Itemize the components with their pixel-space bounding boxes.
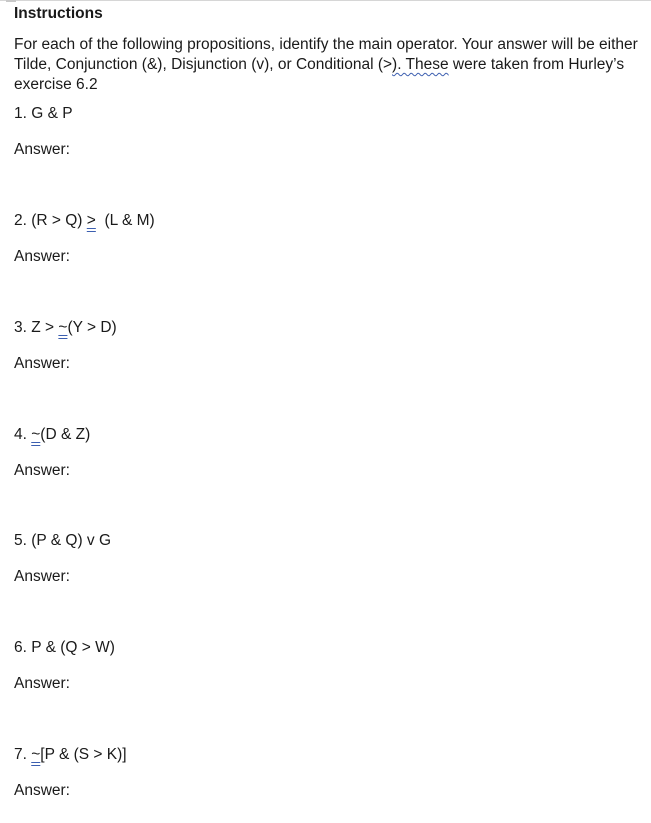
question-6	[14, 638, 634, 692]
answer-label: Answer:	[14, 782, 70, 799]
question-1	[14, 104, 634, 158]
instructions-text-3: were taken from Hurley’s exercise 6.2	[14, 56, 625, 93]
answer-label: Answer:	[14, 675, 70, 692]
question-text	[14, 745, 634, 765]
question-text-mark: ~	[58, 319, 68, 336]
question-text-post: (Y > D)	[67, 319, 117, 336]
question-text	[14, 531, 634, 551]
question-text-post: (D & Z)	[40, 426, 91, 443]
page-top-border	[0, 0, 651, 1]
question-text-pre: 4.	[14, 426, 32, 443]
instructions-paragraph	[14, 35, 639, 95]
question-4	[14, 425, 634, 479]
question-text-pre: 6. P & (Q > W)	[14, 639, 115, 656]
question-text-pre: 1. G & P	[14, 105, 73, 122]
question-text	[14, 104, 634, 124]
question-text	[14, 318, 634, 338]
question-text-mark: >	[86, 212, 96, 229]
question-text-post: (L & M)	[95, 212, 155, 229]
question-text-pre: 3. Z >	[14, 319, 59, 336]
question-text-mark: ~	[31, 426, 41, 443]
corner-mark	[6, 0, 16, 2]
question-5	[14, 531, 634, 585]
instructions-text-1: For each of the following propositions, identify the main operator. Your answer will be either Tilde, Conjunction (&), Disjunction (v), or Conditional (>	[14, 36, 638, 73]
answer-label: Answer:	[14, 141, 70, 158]
question-3	[14, 318, 634, 372]
question-text-pre: 7.	[14, 746, 32, 763]
question-text-pre: 2. (R > Q)	[14, 212, 87, 229]
question-text-post: [P & (S > K)]	[40, 746, 127, 763]
instructions-text-2: ). These	[392, 56, 449, 73]
answer-label: Answer:	[14, 462, 70, 479]
question-text-pre: 5. (P & Q) v G	[14, 532, 112, 549]
answer-label: Answer:	[14, 568, 70, 585]
question-text	[14, 211, 634, 231]
page-title: Instructions	[14, 5, 103, 22]
question-text-mark: ~	[31, 746, 41, 763]
question-7	[14, 745, 634, 799]
question-text	[14, 638, 634, 658]
answer-label: Answer:	[14, 355, 70, 372]
answer-label: Answer:	[14, 248, 70, 265]
question-text	[14, 425, 634, 445]
question-2	[14, 211, 634, 265]
